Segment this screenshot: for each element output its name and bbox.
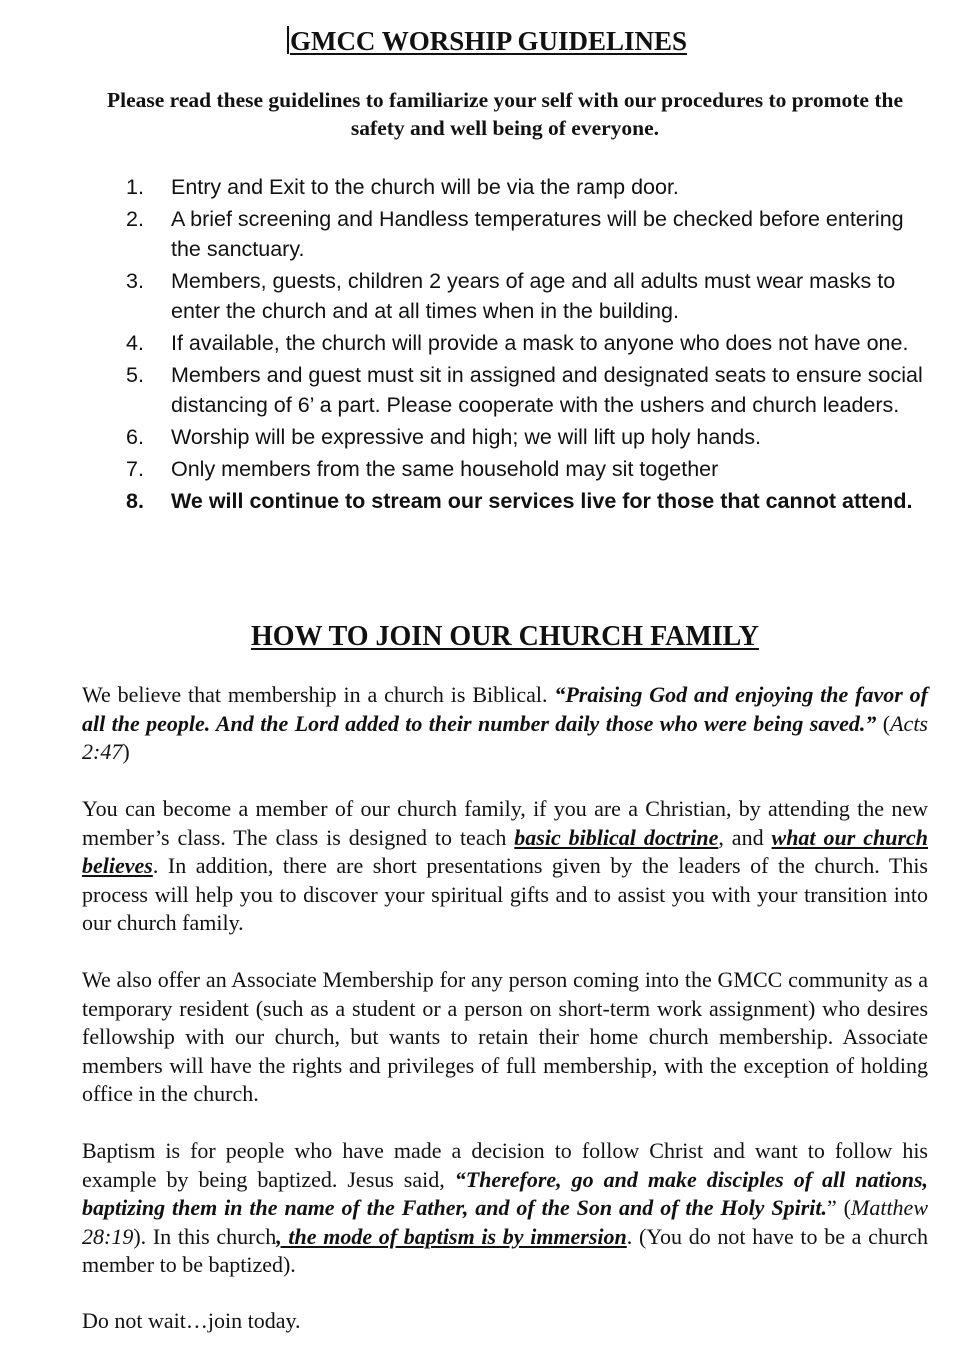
paragraph-text: . (You do not have to be a church member to be baptized). xyxy=(82,1223,928,1278)
page-title xyxy=(0,24,974,58)
list-item xyxy=(126,172,936,202)
text-cursor xyxy=(287,26,289,54)
scripture-quote: “Praising God and enjoying the favor of all the people. And the Lord added to their number daily those who were being saved.” xyxy=(82,682,928,736)
list-item xyxy=(126,328,936,358)
paragraph-text: ( xyxy=(876,710,891,736)
section-title xyxy=(0,620,974,654)
paragraph-text: We believe that membership in a church is Biblical. xyxy=(82,682,555,707)
paragraph-text: ) xyxy=(122,739,130,765)
scripture-reference: Matthew 28:19 xyxy=(82,1195,928,1249)
emphasis-text: what our church believes xyxy=(82,824,929,879)
list-number: 4. xyxy=(126,331,144,355)
scripture-quote: “Therefore, go and make disciples of all nations, baptizing them in the name of the Father, and of the Son and of the Holy Spirit. xyxy=(82,1166,929,1221)
paragraph-text: . In addition, there are short presentations given by the leaders of the church. This process will help you to discover your spiritual gifts and to assist you with your transition into our church family. xyxy=(82,853,928,936)
list-number: 8. xyxy=(126,489,144,513)
list-item xyxy=(126,204,936,264)
list-text: Only members from the same household may sit together xyxy=(171,457,719,481)
associate-membership-paragraph: We also offer an Associate Membership for any person coming into the GMCC community as a temporary resident (such as a student or a person on short-term work assignment) who desires fellowship with our church, but wants to retain their home church membership. Associate members will have the rights and privileges of full membership, with the exception of holding office in the church. xyxy=(82,967,928,1107)
list-item xyxy=(126,422,936,452)
scripture-reference: Acts 2:47 xyxy=(82,710,928,765)
list-text: Worship will be expressive and high; we will lift up holy hands. xyxy=(171,425,761,449)
list-number: 7. xyxy=(126,457,144,481)
list-text: Entry and Exit to the church will be via the ramp door. xyxy=(171,175,679,199)
paragraph-text: Baptism is for people who have made a decision to follow Christ and want to follow his example by being baptized. Jesus said, xyxy=(82,1138,928,1192)
list-number: 3. xyxy=(126,269,144,293)
paragraph-text: ). In this church xyxy=(133,1223,277,1249)
list-text: We will continue to stream our services live for those that cannot attend. xyxy=(171,489,913,513)
membership-paragraph xyxy=(82,681,928,767)
intro-text: Please read these guidelines to familiarize your self with our procedures to promote the safety and well being of everyone. xyxy=(106,88,903,140)
emphasis-text: basic biblical doctrine xyxy=(514,824,719,850)
guidelines-list xyxy=(126,172,936,518)
list-number: 6. xyxy=(126,425,144,449)
paragraph-text: You can become a member of our church family, if you are a Christian, by attending the new member’s class. The class is designed to teach xyxy=(82,796,928,850)
paragraph-text: , and xyxy=(718,824,772,850)
list-item xyxy=(126,360,936,420)
baptism-paragraph xyxy=(82,1137,928,1280)
page-title-text: GMCC WORSHIP GUIDELINES xyxy=(289,26,688,56)
list-text: A brief screening and Handless temperatures will be checked before entering the sanctuary. xyxy=(171,207,904,261)
list-number: 5. xyxy=(126,363,144,387)
list-text: If available, the church will provide a mask to anyone who does not have one. xyxy=(171,331,909,355)
list-number: 2. xyxy=(126,207,144,231)
list-number: 1. xyxy=(126,175,144,199)
list-item xyxy=(126,454,936,484)
list-item xyxy=(126,266,936,326)
emphasis-text: , the mode of baptism is by immersion xyxy=(276,1223,627,1249)
closing-line: Do not wait…join today. xyxy=(82,1308,301,1333)
new-member-class-paragraph xyxy=(82,795,928,938)
paragraph-text: ” ( xyxy=(827,1195,851,1221)
list-text: Members and guest must sit in assigned and designated seats to ensure social distancing of 6’ a part. Please cooperate with the ushers and church leaders. xyxy=(171,363,923,417)
list-item xyxy=(126,486,936,516)
list-text: Members, guests, children 2 years of age and all adults must wear masks to enter the church and at all times when in the building. xyxy=(171,269,896,323)
section-title-text: HOW TO JOIN OUR CHURCH FAMILY xyxy=(251,621,759,652)
